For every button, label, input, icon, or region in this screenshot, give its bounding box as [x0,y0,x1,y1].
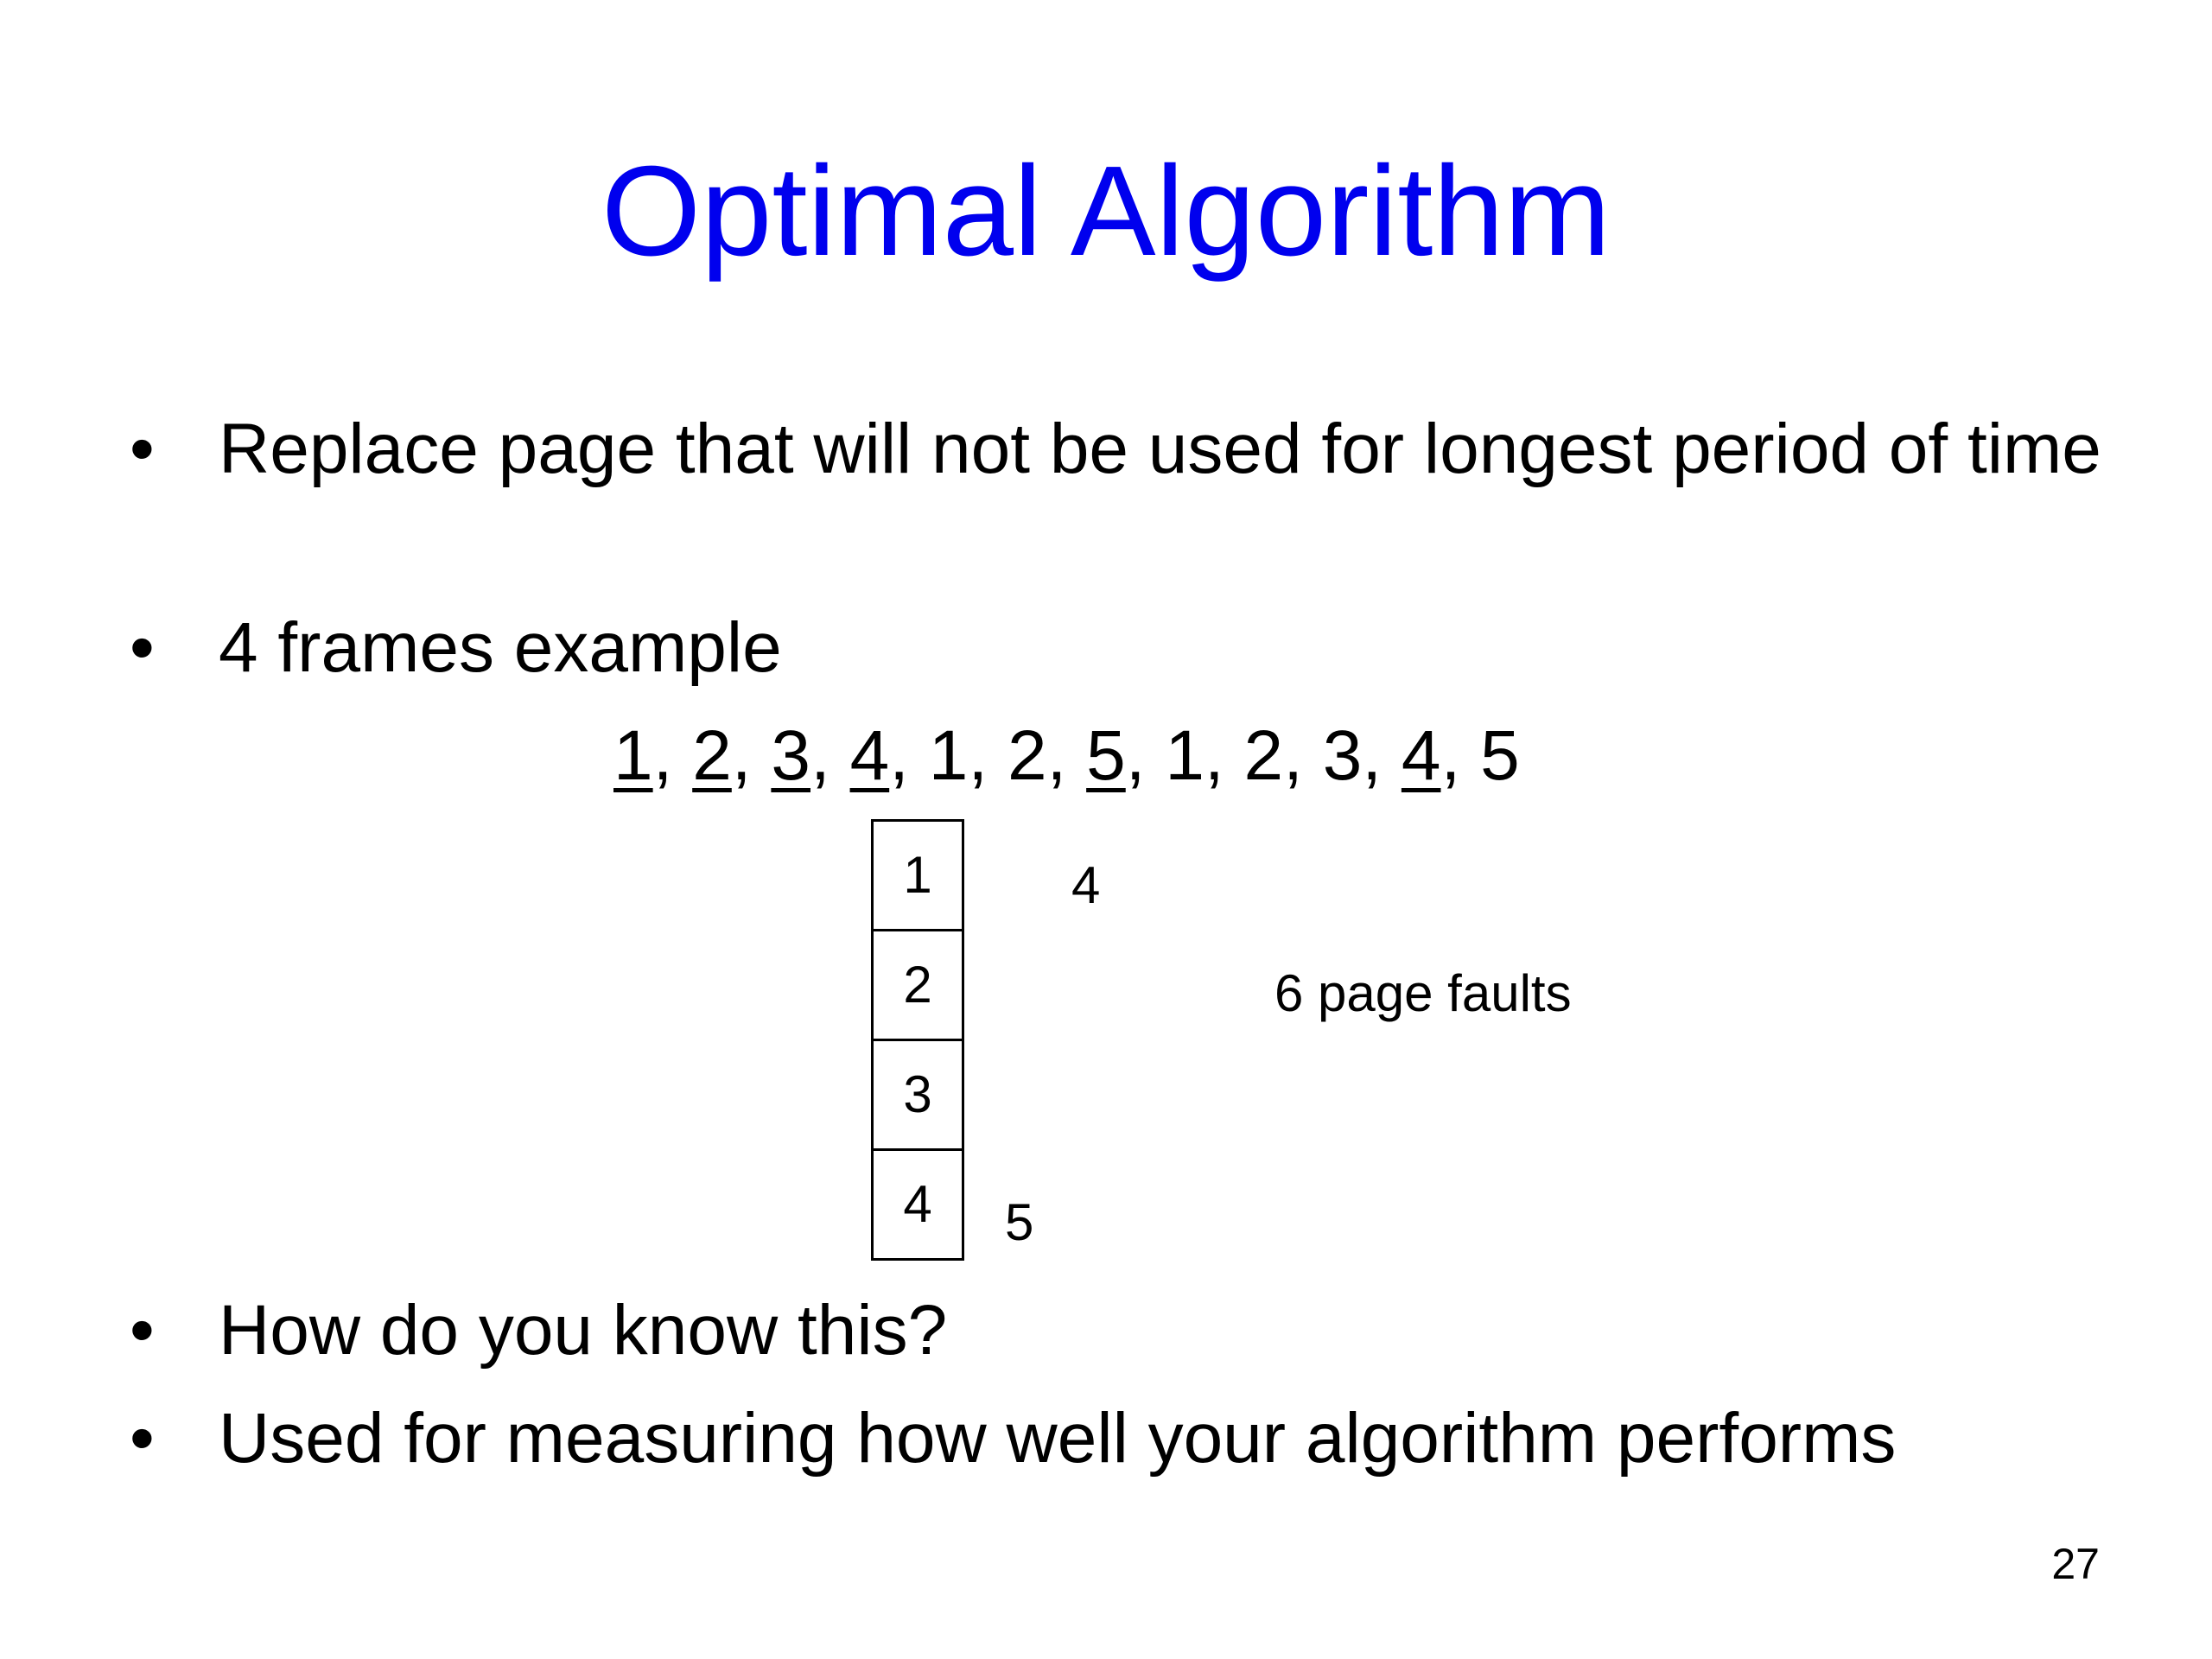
reference-item-fault: 4 [849,716,890,795]
bullet-text: 4 frames example [219,608,782,687]
bullet-marker: • [130,1399,155,1478]
bullet-marker: • [130,410,155,488]
bullet-marker: • [130,1291,155,1370]
reference-item-fault: 5 [1086,716,1126,795]
page-fault-count: 6 page faults [1274,964,1572,1022]
bullet-text: Replace page that will not be used for longest period of time [219,410,2101,488]
frame-stack [871,819,964,1261]
reference-item: 1 [1165,716,1205,795]
frame-cell-2: 2 [871,929,964,1041]
reference-item-fault: 4 [1401,716,1441,795]
replacement-annotation-bottom: 5 [1005,1193,1034,1251]
bullet-text: How do you know this? [219,1291,948,1370]
frame-cell-1: 1 [871,819,964,931]
reference-item: 5 [1480,716,1520,795]
reference-item: 1 [928,716,969,795]
reference-item: 2 [1007,716,1047,795]
bullet-marker: • [130,608,155,687]
reference-item-fault: 1 [613,716,653,795]
reference-item: 3 [1322,716,1363,795]
frame-cell-4: 4 [871,1148,964,1261]
slide-title: Optimal Algorithm [601,140,1611,283]
page-number: 27 [2051,1540,2100,1588]
frame-cell-3: 3 [871,1039,964,1151]
reference-item-fault: 2 [692,716,732,795]
bullet-text: Used for measuring how well your algorithm performs [219,1399,1897,1478]
replacement-annotation-top: 4 [1071,856,1101,914]
reference-item-fault: 3 [771,716,810,795]
reference-item: 2 [1243,716,1284,795]
reference-string: 1, 2, 3, 4, 1, 2, 5, 1, 2, 3, 4, 5 [613,716,1520,795]
